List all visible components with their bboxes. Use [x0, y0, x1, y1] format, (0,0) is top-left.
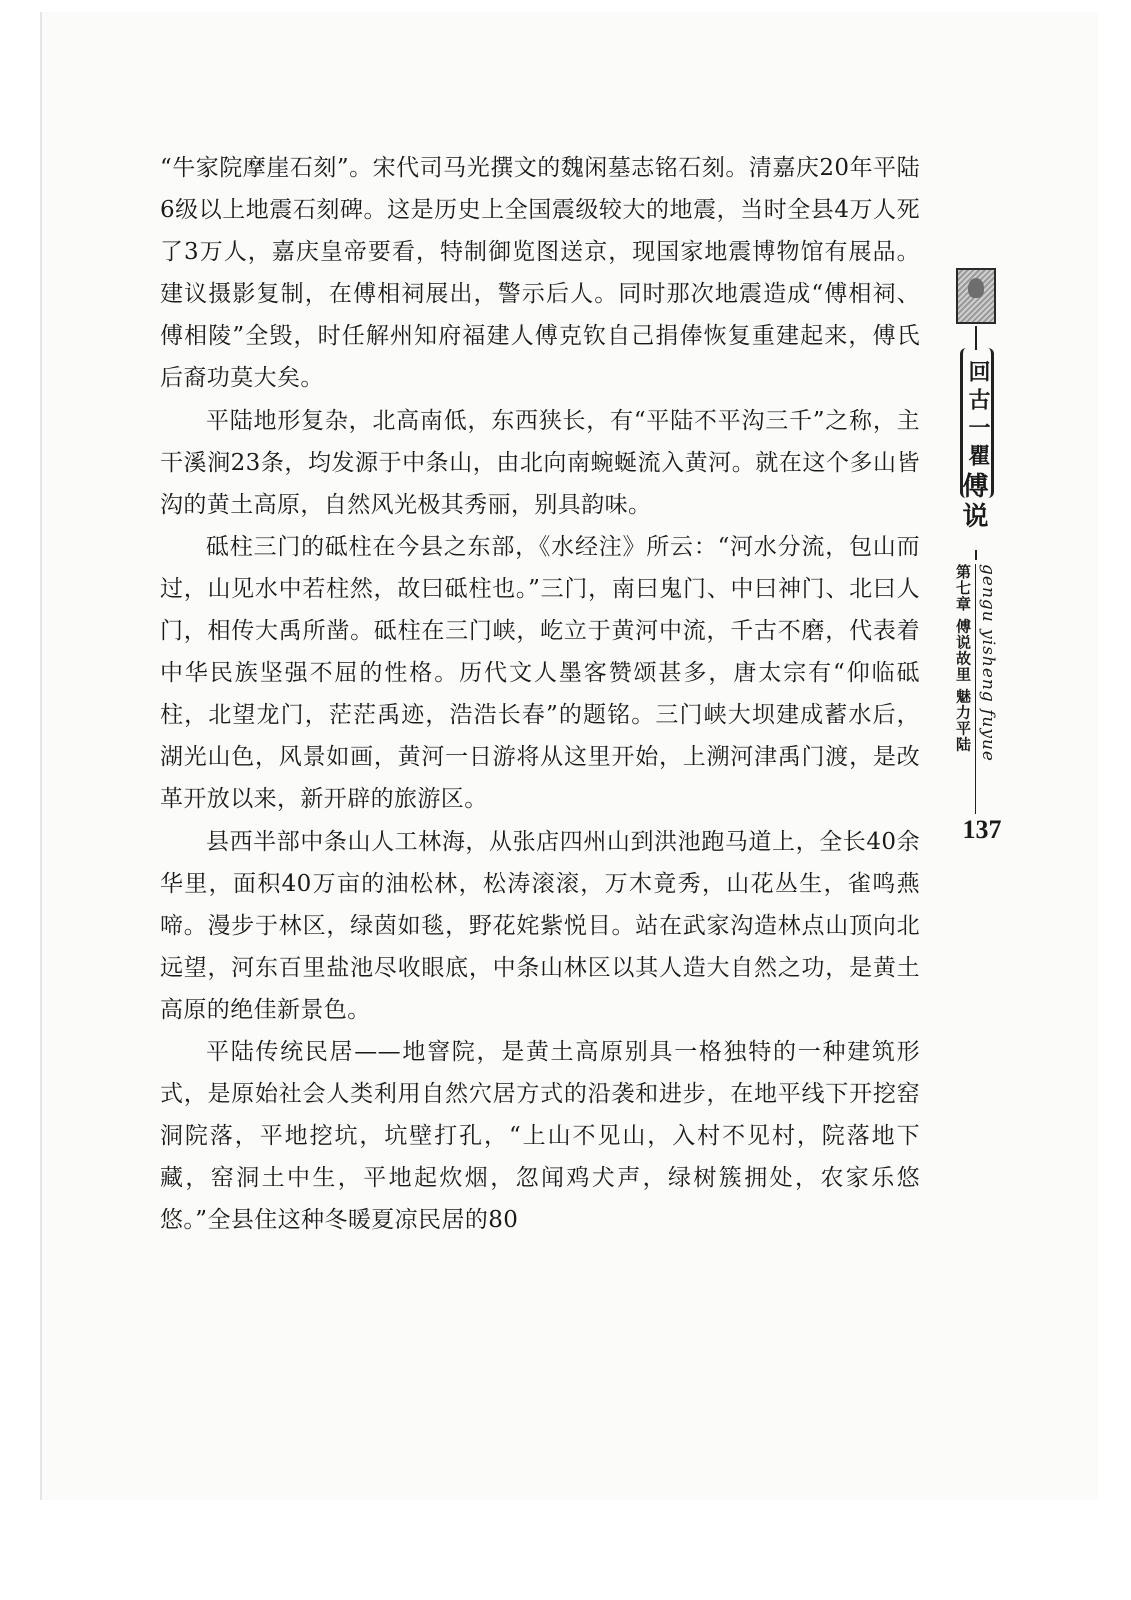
paragraph-1: “牛家院摩崖石刻”。宋代司马光撰文的魏闲墓志铭石刻。清嘉庆20年平陆6级以上地震石刻碑。这是历史上全国震级较大的地震，当时全县4万人死了3万人，嘉庆皇帝要看，特制御览图送京，现国家地震博物馆有展品。建议摄影复制，在傅相祠展出，警示后人。同时那次地震造成“傅相祠、傅相陵”全毁，时任解州知府福建人傅克钦自己捐俸恢复重建起来，傅氏后裔功莫大矣。: [160, 155, 920, 392]
page-number: 137: [962, 815, 1002, 844]
chapter-title: 第七章 傅说故里 魅力平陆: [954, 564, 972, 753]
paragraph-5: 平陆传统民居——地窨院，是黄土高原别具一格独特的一种建筑形式，是原始社会人类利用自然穴居方式的沿袭和进步，在地平线下开挖窑洞院落，平地挖坑，坑壁打孔，“上山不见山，入村不见村，院落地下藏，窑洞土中生，平地起炊烟，忽闻鸡犬声，绿树簇拥处，农家乐悠悠。”全县住这种冬暖夏凉民居的80: [160, 1038, 920, 1234]
paragraph-2: 平陆地形复杂，北高南低，东西狭长，有“平陆不平沟三千”之称，主干溪涧23条，均发源于中条山，由北向南蜿蜒流入黄河。就在这个多山皆沟的黄土高原，自然风光极其秀丽，别具韵味。: [160, 407, 920, 518]
pinyin-title: gengu yisheng fuyue: [978, 564, 998, 762]
header-divider: [975, 550, 977, 560]
page-edge: [40, 12, 42, 1500]
body-text: [160, 147, 920, 1241]
header-divider: [975, 326, 977, 350]
portrait-icon: [956, 268, 996, 324]
book-title: 傅说: [958, 472, 988, 532]
running-header: [950, 268, 1008, 868]
series-title: 回古一瞿: [965, 360, 990, 472]
header-divider: [975, 564, 976, 814]
paragraph-3: 砥柱三门的砥柱在今县之东部，《水经注》所云：“河水分流，包山而过，山见水中若柱然，故曰砥柱也。”三门，南曰鬼门、中曰神门、北曰人门，相传大禹所凿。砥柱在三门峡，屹立于黄河中流，千古不磨，代表着中华民族坚强不屈的性格。历代文人墨客赞颂甚多，唐太宗有“仰临砥柱，北望龙门，茫茫禹迹，浩浩长春”的题铭。三门峡大坝建成蓄水后，湖光山色，风景如画，黄河一日游将从这里开始，上溯河津禹门渡，是改革开放以来，新开辟的旅游区。: [160, 533, 920, 813]
paragraph-4: 县西半部中条山人工林海，从张店四州山到洪池跑马道上，全长40余华里，面积40万亩的油松林，松涛滚滚，万木竟秀，山花丛生，雀鸣燕啼。漫步于林区，绿茵如毯，野花姹紫悦目。站在武家沟造林点山顶向北远望，河东百里盐池尽收眼底，中条山林区以其人造大自然之功，是黄土高原的绝佳新景色。: [160, 828, 920, 1023]
